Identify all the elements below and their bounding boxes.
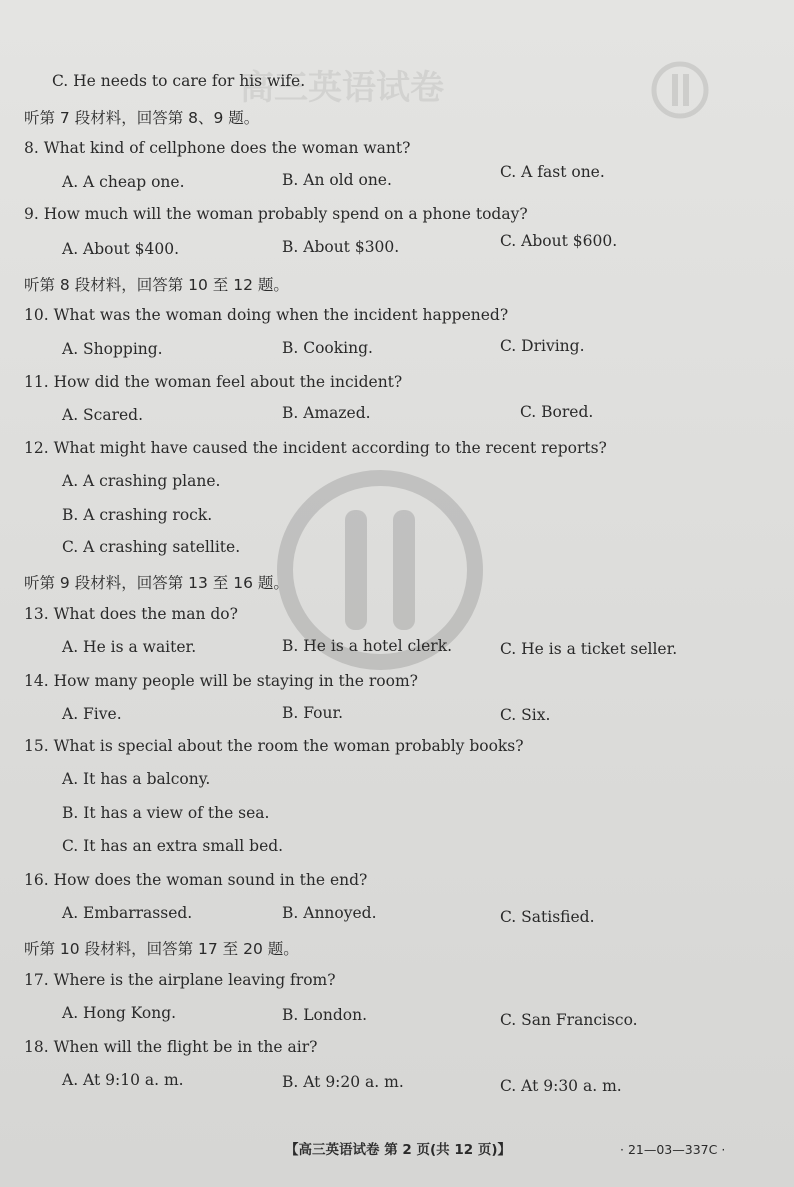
q16-option-b: B. Annoyed.	[282, 904, 377, 922]
question-12: 12. What might have caused the incident according to the recent reports?	[24, 439, 607, 457]
question-16: 16. How does the woman sound in the end?	[24, 871, 368, 889]
question-17: 17. Where is the airplane leaving from?	[24, 971, 336, 989]
q13-option-a: A. He is a waiter.	[62, 638, 197, 656]
q10-option-b: B. Cooking.	[282, 339, 373, 357]
question-13: 13. What does the man do?	[24, 605, 238, 623]
q12-option-a: A. A crashing plane.	[62, 472, 221, 490]
q8-option-c: C. A fast one.	[500, 163, 605, 181]
q16-option-a: A. Embarrassed.	[62, 904, 193, 922]
q7-option-c: C. He needs to care for his wife.	[52, 72, 306, 90]
q18-option-b: B. At 9:20 a. m.	[282, 1073, 404, 1091]
q13-option-b: B. He is a hotel clerk.	[282, 637, 453, 655]
q15-option-a: A. It has a balcony.	[62, 770, 211, 788]
section-heading: 听第 9 段材料，回答第 13 至 16 题。	[24, 574, 289, 592]
question-18: 18. When will the flight be in the air?	[24, 1038, 318, 1056]
q16-option-c: C. Satisfied.	[500, 908, 595, 926]
q12-option-c: C. A crashing satellite.	[62, 538, 241, 556]
question-8: 8. What kind of cellphone does the woman want?	[24, 139, 411, 157]
q11-option-c: C. Bored.	[520, 403, 594, 421]
q14-option-c: C. Six.	[500, 706, 551, 724]
q17-option-a: A. Hong Kong.	[62, 1004, 177, 1022]
q9-option-b: B. About $300.	[282, 238, 400, 256]
page-footer-label: 【高三英语试卷 第 2 页(共 12 页)】	[285, 1142, 512, 1158]
exam-code: · 21—03—337C ·	[620, 1142, 726, 1157]
q10-option-c: C. Driving.	[500, 337, 585, 355]
q15-option-b: B. It has a view of the sea.	[62, 804, 270, 822]
section-heading: 听第 7 段材料，回答第 8、9 题。	[24, 109, 260, 127]
q17-option-b: B. London.	[282, 1006, 368, 1024]
q10-option-a: A. Shopping.	[62, 340, 163, 358]
q12-option-b: B. A crashing rock.	[62, 506, 213, 524]
q11-option-b: B. Amazed.	[282, 404, 371, 422]
q15-option-c: C. It has an extra small bed.	[62, 837, 284, 855]
q18-option-c: C. At 9:30 a. m.	[500, 1077, 622, 1095]
header-watermark: 高三英语试卷	[240, 68, 444, 108]
q9-option-c: C. About $600.	[500, 232, 618, 250]
q8-option-b: B. An old one.	[282, 171, 392, 189]
q14-option-a: A. Five.	[62, 705, 122, 723]
question-11: 11. How did the woman feel about the incident?	[24, 373, 403, 391]
section-heading: 听第 10 段材料，回答第 17 至 20 题。	[24, 940, 299, 958]
q8-option-a: A. A cheap one.	[62, 173, 185, 191]
question-9: 9. How much will the woman probably spend on a phone today?	[24, 205, 528, 223]
logo-watermark-icon	[650, 60, 710, 120]
q14-option-b: B. Four.	[282, 704, 344, 722]
section-heading: 听第 8 段材料，回答第 10 至 12 题。	[24, 276, 289, 294]
q17-option-c: C. San Francisco.	[500, 1011, 638, 1029]
q18-option-a: A. At 9:10 a. m.	[62, 1071, 184, 1089]
q9-option-a: A. About $400.	[62, 240, 180, 258]
question-10: 10. What was the woman doing when the incident happened?	[24, 306, 509, 324]
question-15: 15. What is special about the room the woman probably books?	[24, 737, 524, 755]
q13-option-c: C. He is a ticket seller.	[500, 640, 678, 658]
q11-option-a: A. Scared.	[62, 406, 144, 424]
question-14: 14. How many people will be staying in the room?	[24, 672, 418, 690]
